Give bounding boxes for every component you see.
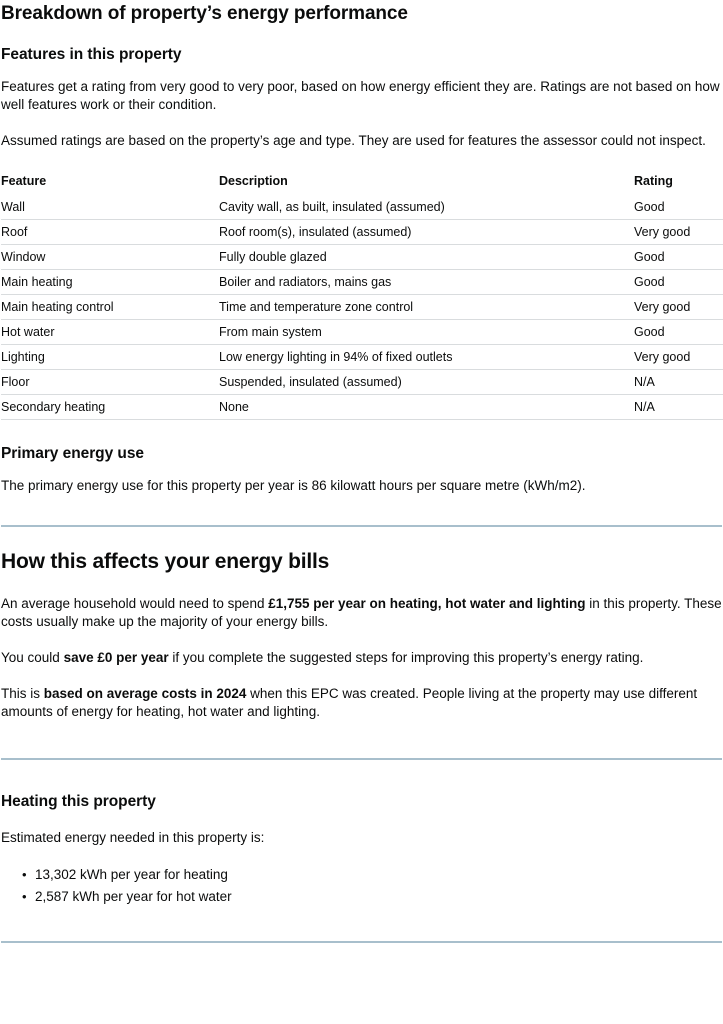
spacer: [1, 667, 722, 685]
spacer: [1, 463, 722, 477]
table-header-row: [1, 174, 723, 195]
cell-rating: N/A: [634, 395, 723, 420]
paragraph-text: This is: [1, 686, 44, 701]
spacer: [1, 721, 722, 758]
features-intro-paragraph: Features get a rating from very good to very poor, based on how energy efficient they are. Ratings are not based on how well features work or their condition.: [1, 79, 720, 112]
cell-rating: Very good: [634, 345, 723, 370]
cell-feature: Wall: [1, 200, 25, 214]
spacer: [1, 420, 722, 444]
paragraph-bold-saving: save £0 per year: [63, 650, 169, 665]
features-table-header: [1, 174, 723, 195]
cell-description: Time and temperature zone control: [219, 295, 634, 320]
cell-feature: Main heating control: [1, 295, 219, 320]
cell-feature: Window: [1, 245, 219, 270]
cell-rating: Good: [634, 320, 723, 345]
spacer: [1, 114, 722, 132]
features-table-body: [1, 195, 723, 420]
table-row: [1, 245, 723, 270]
spacer: [1, 495, 722, 525]
spacer: [1, 64, 722, 78]
spacer: [1, 811, 722, 829]
energy-bills-paragraph-3: [1, 685, 722, 721]
column-header-rating: Rating: [634, 174, 673, 188]
heating-section-heading: Heating this property: [1, 793, 156, 810]
cell-description: Boiler and radiators, mains gas: [219, 270, 634, 295]
table-row: [1, 220, 723, 245]
primary-energy-paragraph: The primary energy use for this property per year is 86 kilowatt hours per square metre (kWh/m2).: [1, 478, 586, 493]
paragraph-text: An average household would need to spend: [1, 596, 269, 611]
primary-energy-heading: Primary energy use: [1, 445, 144, 462]
paragraph-bold-year: based on average costs in 2024: [43, 686, 247, 701]
energy-bills-heading: How this affects your energy bills: [1, 550, 330, 573]
spacer: [1, 527, 722, 549]
spacer: [1, 760, 722, 792]
heating-energy-list: [1, 864, 722, 908]
assumed-ratings-paragraph: Assumed ratings are based on the property’s age and type. They are used for features the assessor could not inspect.: [1, 133, 706, 148]
list-item: • 2,587 kWh per year for hot water: [35, 886, 722, 908]
cell-rating: Very good: [634, 220, 723, 245]
cell-description: Suspended, insulated (assumed): [219, 370, 634, 395]
table-row: [1, 270, 723, 295]
cell-description: None: [219, 395, 634, 420]
table-row: [1, 370, 723, 395]
paragraph-text: in this property. These costs usually make up the majority of your energy bills.: [1, 596, 722, 629]
cell-description: Low energy lighting in 94% of fixed outlets: [219, 345, 634, 370]
paragraph-bold-cost: £1,755 per year on heating, hot water and lighting: [268, 596, 586, 611]
cell-feature: Secondary heating: [1, 395, 219, 420]
cell-feature: Floor: [1, 370, 219, 395]
heating-intro-paragraph: Estimated energy needed in this property is:: [1, 830, 265, 845]
spacer: [1, 25, 722, 45]
table-row: [1, 320, 723, 345]
cell-feature: Roof: [1, 220, 219, 245]
paragraph-text: if you complete the suggested steps for improving this property’s energy rating.: [168, 650, 644, 665]
paragraph-text: when this EPC was created. People living at the property may use different amounts of energy for heating, hot water and lighting.: [1, 686, 698, 719]
table-row: [1, 395, 723, 420]
page-title: Breakdown of property’s energy performance: [1, 3, 408, 24]
spacer: [1, 908, 722, 941]
spacer: [1, 631, 722, 649]
cell-feature: Main heating: [1, 270, 219, 295]
cell-description: From main system: [219, 320, 634, 345]
cell-feature: Hot water: [1, 320, 219, 345]
column-header-feature: Feature: [1, 174, 47, 188]
list-item: • 13,302 kWh per year for heating: [35, 864, 722, 886]
cell-rating: N/A: [634, 370, 723, 395]
table-row: [1, 345, 723, 370]
energy-bills-paragraph-1: [1, 595, 722, 631]
table-row: [1, 195, 723, 220]
cell-description: Roof room(s), insulated (assumed): [219, 220, 634, 245]
features-section-heading: Features in this property: [1, 46, 182, 63]
cell-rating: Very good: [634, 295, 723, 320]
features-table: [1, 174, 723, 420]
energy-bills-paragraph-2: [1, 649, 722, 667]
section-divider: [1, 941, 722, 943]
cell-rating: Good: [634, 270, 723, 295]
cell-rating: Good: [634, 200, 665, 214]
spacer: [1, 847, 722, 864]
cell-description: Fully double glazed: [219, 245, 634, 270]
cell-rating: Good: [634, 245, 723, 270]
spacer: [1, 150, 722, 174]
cell-feature: Lighting: [1, 345, 219, 370]
spacer: [1, 574, 722, 595]
paragraph-text: You could: [1, 650, 64, 665]
table-row: [1, 295, 723, 320]
cell-description: Cavity wall, as built, insulated (assumed): [219, 200, 445, 214]
column-header-description: Description: [219, 174, 288, 188]
